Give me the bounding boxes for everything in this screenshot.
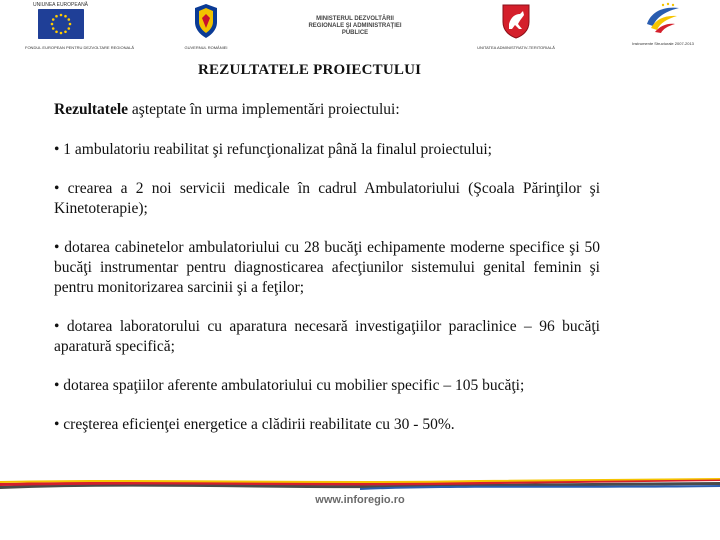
footer-url: www.inforegio.ro bbox=[315, 494, 405, 506]
government-logo-caption: GUVERNUL ROMÂNIEI bbox=[184, 45, 228, 50]
ministry-name: MINISTERUL DEZVOLTĂRII REGIONALE ŞI ADMINISTRAŢIEI PUBLICE bbox=[308, 16, 402, 36]
intro-bold: Rezultatele bbox=[54, 101, 129, 118]
instrumente-structurale-icon bbox=[643, 2, 683, 36]
government-logo bbox=[170, 2, 242, 50]
instrumente-logo-caption: Instrumente Structurale 2007-2013 bbox=[632, 41, 694, 46]
result-item: • creşterea eficienţei energetice a clădirii reabilitate cu 30 - 50%. bbox=[54, 416, 455, 433]
romania-coat-of-arms-icon bbox=[191, 2, 221, 40]
page-title: REZULTATELE PROIECTULUI bbox=[198, 62, 422, 78]
instrumente-logo bbox=[628, 2, 698, 46]
result-item: • crearea a 2 noi servicii medicale în cadrul Ambulatoriului (Şcoala Părinţilor şi Kinetoterapie); bbox=[54, 180, 600, 217]
results-content bbox=[54, 100, 600, 454]
uat-logo-caption: UNITATEA ADMINISTRATIV-TERITORIALĂ bbox=[477, 45, 555, 50]
eu-logo-top-text: UNIUNEA EUROPEANĂ bbox=[33, 2, 89, 8]
ministry-logo bbox=[300, 2, 410, 37]
result-item: • 1 ambulatoriu reabilitat şi refuncţionalizat până la finalul proiectului; bbox=[54, 141, 492, 158]
county-shield-icon bbox=[500, 2, 532, 40]
result-item: • dotarea spaţiilor aferente ambulatoriului cu mobilier specific – 105 bucăţi; bbox=[54, 377, 525, 394]
intro-line bbox=[54, 100, 600, 120]
header-logos bbox=[0, 0, 720, 56]
uat-logo bbox=[473, 2, 559, 50]
intro-rest: aşteptate în urma implementări proiectului: bbox=[128, 101, 400, 118]
result-item: • dotarea laboratorului cu aparatura necesară investigaţiilor paraclinice – 96 bucăţi aparatură specifică; bbox=[54, 318, 600, 355]
eu-logo-caption: FONDUL EUROPEAN PENTRU DEZVOLTARE REGIONALĂ bbox=[25, 45, 135, 50]
eu-logo bbox=[25, 2, 135, 50]
eu-flag-icon bbox=[38, 9, 84, 39]
result-item: • dotarea cabinetelor ambulatoriului cu 28 bucăţi echipamente moderne specifice şi 50 bucăţi instrumentar pentru diagnosticarea afecţiunilor sistemului genital feminin şi pentru monitorizarea sarcinii şi a feţilor; bbox=[54, 239, 600, 296]
footer-color-band bbox=[0, 478, 720, 490]
